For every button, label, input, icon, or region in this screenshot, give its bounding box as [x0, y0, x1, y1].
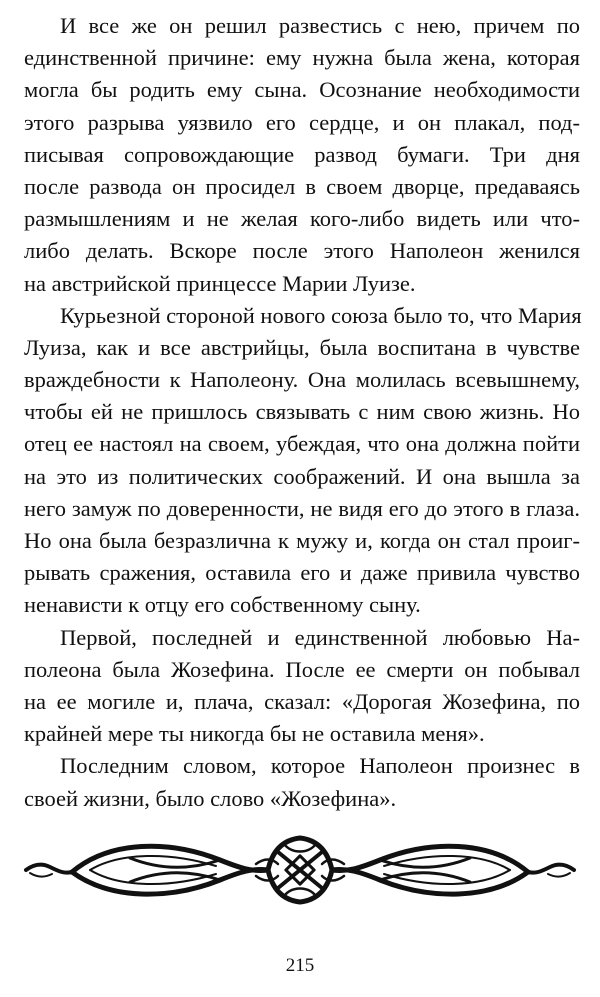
text-line: отец ее настоял на своем, убеждая, что она должна пойти [24, 431, 580, 457]
text-line: Курьезной стороной нового союза было то, что Мария [60, 302, 582, 328]
text-line: ненависти к отцу его собственному сыну. [24, 592, 421, 618]
text-line: Луиза, как и все австрийцы, была воспитана в чувстве [24, 334, 580, 360]
text-line: писывая сопровождающие развод бумаги. Три дня [24, 141, 580, 167]
text-line: либо делать. Вскоре после этого Наполеон женился [24, 238, 580, 264]
text-line: единственной причине: ему нужна была жена, которая [24, 45, 580, 71]
text-line: рывать сражения, оставила его и даже привила чувство [24, 560, 580, 586]
text-line: полеона была Жозефина. После ее смерти он побывал [24, 656, 580, 682]
paragraph-1 [24, 10, 580, 300]
text-line: крайней мере ты никогда бы не оставила меня». [24, 721, 485, 747]
text-line: размышлениям и не желая кого-либо видеть или что- [24, 206, 580, 232]
text-line: Последним словом, которое Наполеон произнес в [60, 753, 580, 779]
text-line: этого разрыва уязвило его сердце, и он плакал, под- [24, 109, 580, 135]
text-line: после развода он просидел в своем дворце, предаваясь [24, 173, 580, 199]
text-line: на австрийской принцессе Марии Луизе. [24, 270, 416, 296]
text-line: на это из политических соображений. И она вышла за [24, 463, 580, 489]
text-line: И все же он решил развестись с нею, причем по [60, 13, 580, 38]
text-line: враждебности к Наполеону. Она молилась всевышнему, [24, 367, 580, 393]
paragraph-2 [24, 300, 580, 622]
paragraph-3 [24, 622, 580, 751]
text-line: него замуж по доверенности, не видя его до этого в глаза. [24, 495, 580, 521]
text-line: на ее могиле и, плача, сказал: «Дорогая Жозефина, по [24, 688, 580, 714]
text-line: своей жизни, было слово «Жозефина». [24, 785, 397, 811]
knotwork-divider-icon [20, 830, 580, 910]
text-line: чтобы ей не пришлось связывать с ним свою жизнь. Но [24, 399, 580, 425]
text-line: могла бы родить ему сына. Осознание необходимости [24, 77, 580, 103]
text-line: Но она была безразлична к мужу и, когда он стал проиг- [24, 528, 580, 553]
page-number: 215 [285, 955, 315, 976]
text-line: Первой, последней и единственной любовью На- [60, 624, 580, 650]
body-text [24, 10, 580, 815]
paragraph-4 [24, 750, 580, 814]
